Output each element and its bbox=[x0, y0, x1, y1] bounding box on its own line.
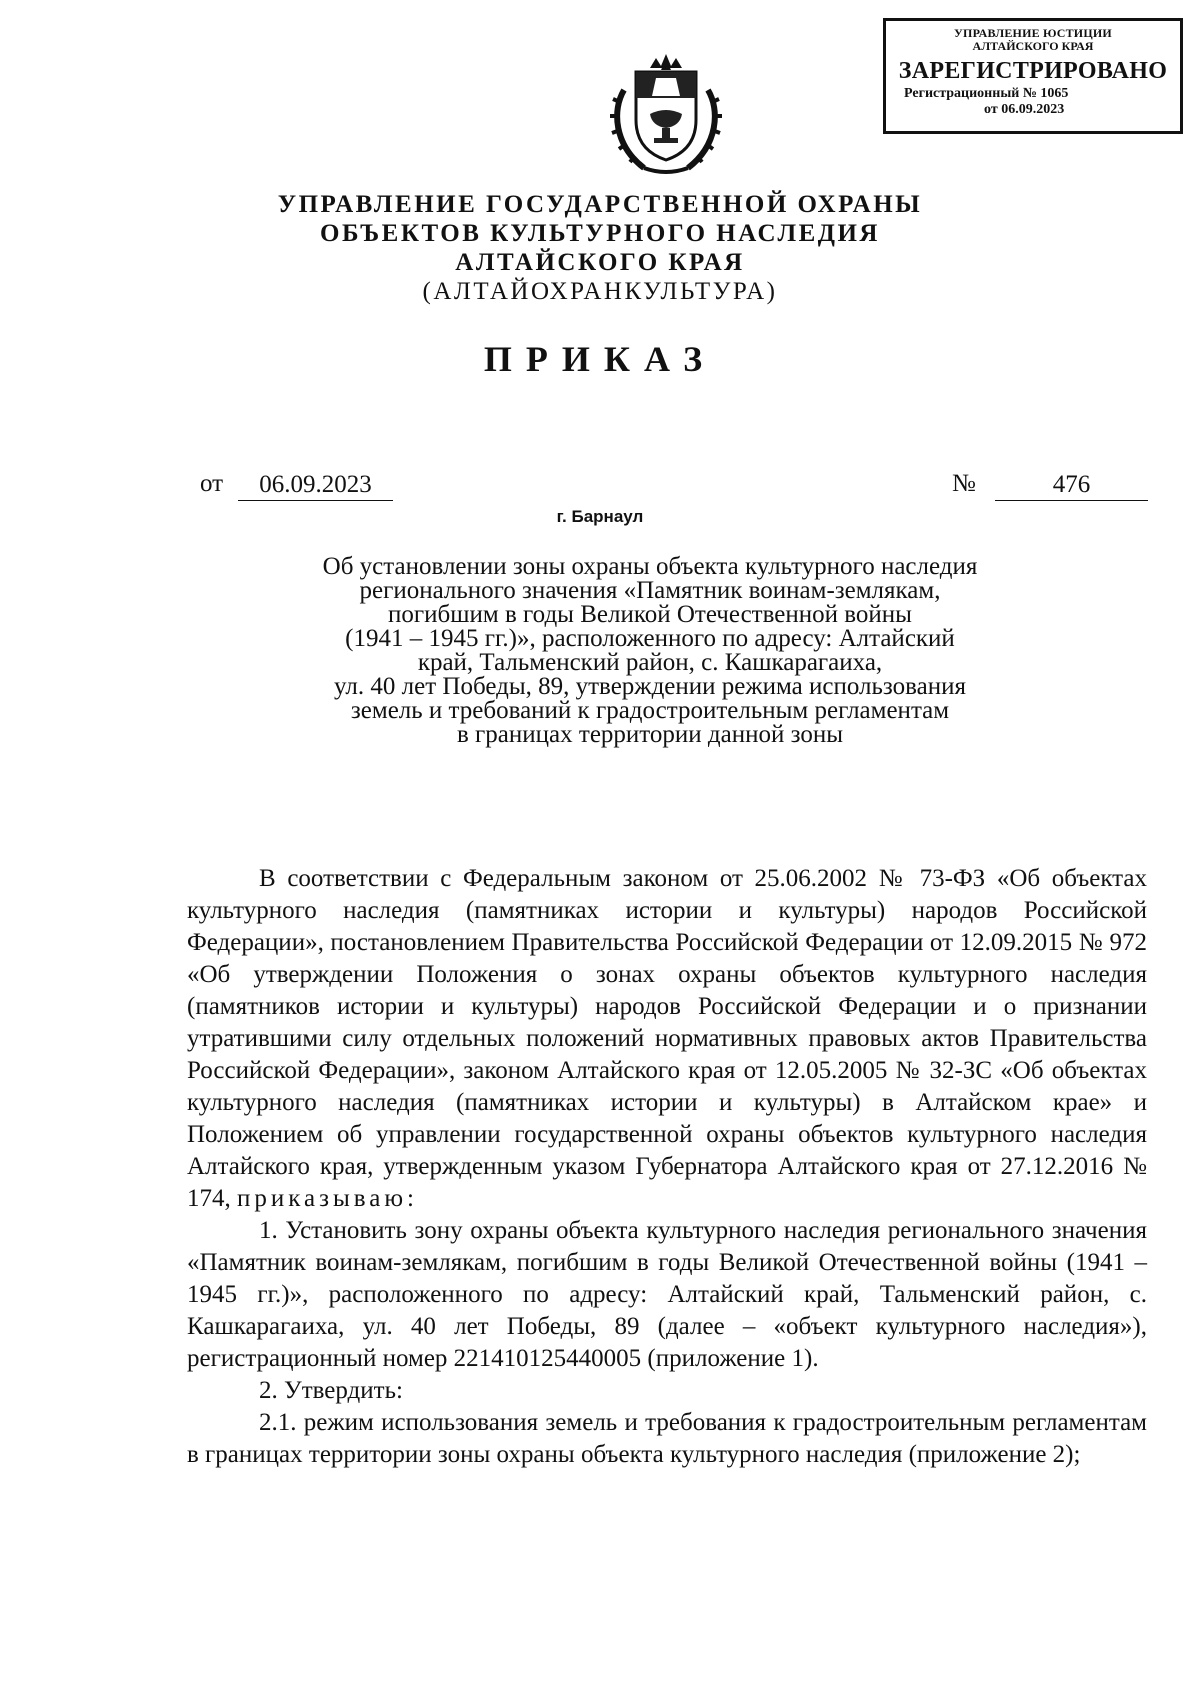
document-title bbox=[270, 555, 1030, 747]
org-name-line-1: УПРАВЛЕНИЕ ГОСУДАРСТВЕННОЙ ОХРАНЫ bbox=[277, 191, 923, 218]
stamp-line-2: АЛТАЙСКОГО КРАЯ bbox=[972, 39, 1094, 53]
title-line: регионального значения «Памятник воинам-землякам, bbox=[359, 577, 941, 604]
order-number: 476 bbox=[995, 470, 1148, 501]
date-prefix: от bbox=[200, 470, 224, 497]
order-date: 06.09.2023 bbox=[238, 470, 393, 501]
stamp-line-1: УПРАВЛЕНИЕ ЮСТИЦИИ bbox=[954, 26, 1112, 40]
title-line: (1941 – 1945 гг.)», расположенного по адресу: Алтайский bbox=[345, 625, 955, 652]
stamp-reg-number: Регистрационный № 1065 bbox=[904, 86, 1069, 101]
stamp-status: ЗАРЕГИСТРИРОВАНО bbox=[898, 58, 1168, 84]
title-line: земель и требований к градостроительным регламентам bbox=[350, 697, 950, 724]
registration-stamp bbox=[883, 18, 1183, 134]
org-name-line-3: АЛТАЙСКОГО КРАЯ bbox=[455, 249, 745, 276]
preamble-text: В соответствии с Федеральным законом от 25.06.2002 № 73-ФЗ «Об объектах культурного наследия (памятниках истории и культуры) народов Российской Федерации», постановлением Правительства Российской Федерации от 12.09.2015 № 972 «Об утверждении Положения о зонах охраны объектов культурного наследия (памятников истории и культуры) народов Российской Федерации и о признании утратившими силу отдельных положений нормативных правовых актов Правительства Российской Федерации», законом Алтайского края от 12.05.2005 № 32-ЗС «Об объектах культурного наследия (памятниках истории и культуры) в Алтайском крае» и Положением об управлении государственной охраны объектов культурного наследия Алтайского края, утвержденным указом Губернатора Алтайского края от 27.12.2016 № 174, bbox=[187, 865, 1147, 1212]
item-2: 2. Утвердить: bbox=[259, 1377, 403, 1404]
org-abbreviation: (АЛТАЙОХРАНКУЛЬТУРА) bbox=[422, 278, 778, 305]
title-line: в границах территории данной зоны bbox=[457, 721, 843, 748]
coat-of-arms-icon bbox=[606, 50, 726, 180]
number-sign: № bbox=[952, 470, 976, 497]
organization-header bbox=[0, 190, 1200, 307]
document-type-heading: ПРИКАЗ bbox=[483, 339, 717, 379]
item-2-1: 2.1. режим использования земель и требования к градостроительным регламентам в границах территории зоны охраны объекта культурного наследия (приложение 2); bbox=[187, 1409, 1147, 1468]
title-line: край, Тальменский район, с. Кашкарагаиха, bbox=[417, 649, 883, 676]
city: г. Барнаул bbox=[556, 507, 644, 526]
document-body bbox=[187, 863, 1147, 1471]
item-1: 1. Установить зону охраны объекта культурного наследия регионального значения «Памятник воинам-землякам, погибшим в годы Великой Отечественной войны (1941 – 1945 гг.)», расположенного по адресу: Алтайский край, Тальменский район, с. Кашкарагаиха, ул. 40 лет Победы, 89 (далее – «объект культурного наследия»), регистрационный номер 221410125440005 (приложение 1). bbox=[187, 1217, 1147, 1372]
title-line: погибшим в годы Великой Отечественной войны bbox=[388, 601, 912, 628]
preamble-paragraph bbox=[187, 863, 1147, 1215]
title-line: ул. 40 лет Победы, 89, утверждении режима использования bbox=[334, 673, 966, 700]
stamp-reg-date: от 06.09.2023 bbox=[984, 102, 1065, 117]
org-name-line-2: ОБЪЕКТОВ КУЛЬТУРНОГО НАСЛЕДИЯ bbox=[320, 220, 880, 247]
order-word: приказываю: bbox=[237, 1185, 418, 1212]
title-line: Об установлении зоны охраны объекта культурного наследия bbox=[322, 553, 978, 580]
